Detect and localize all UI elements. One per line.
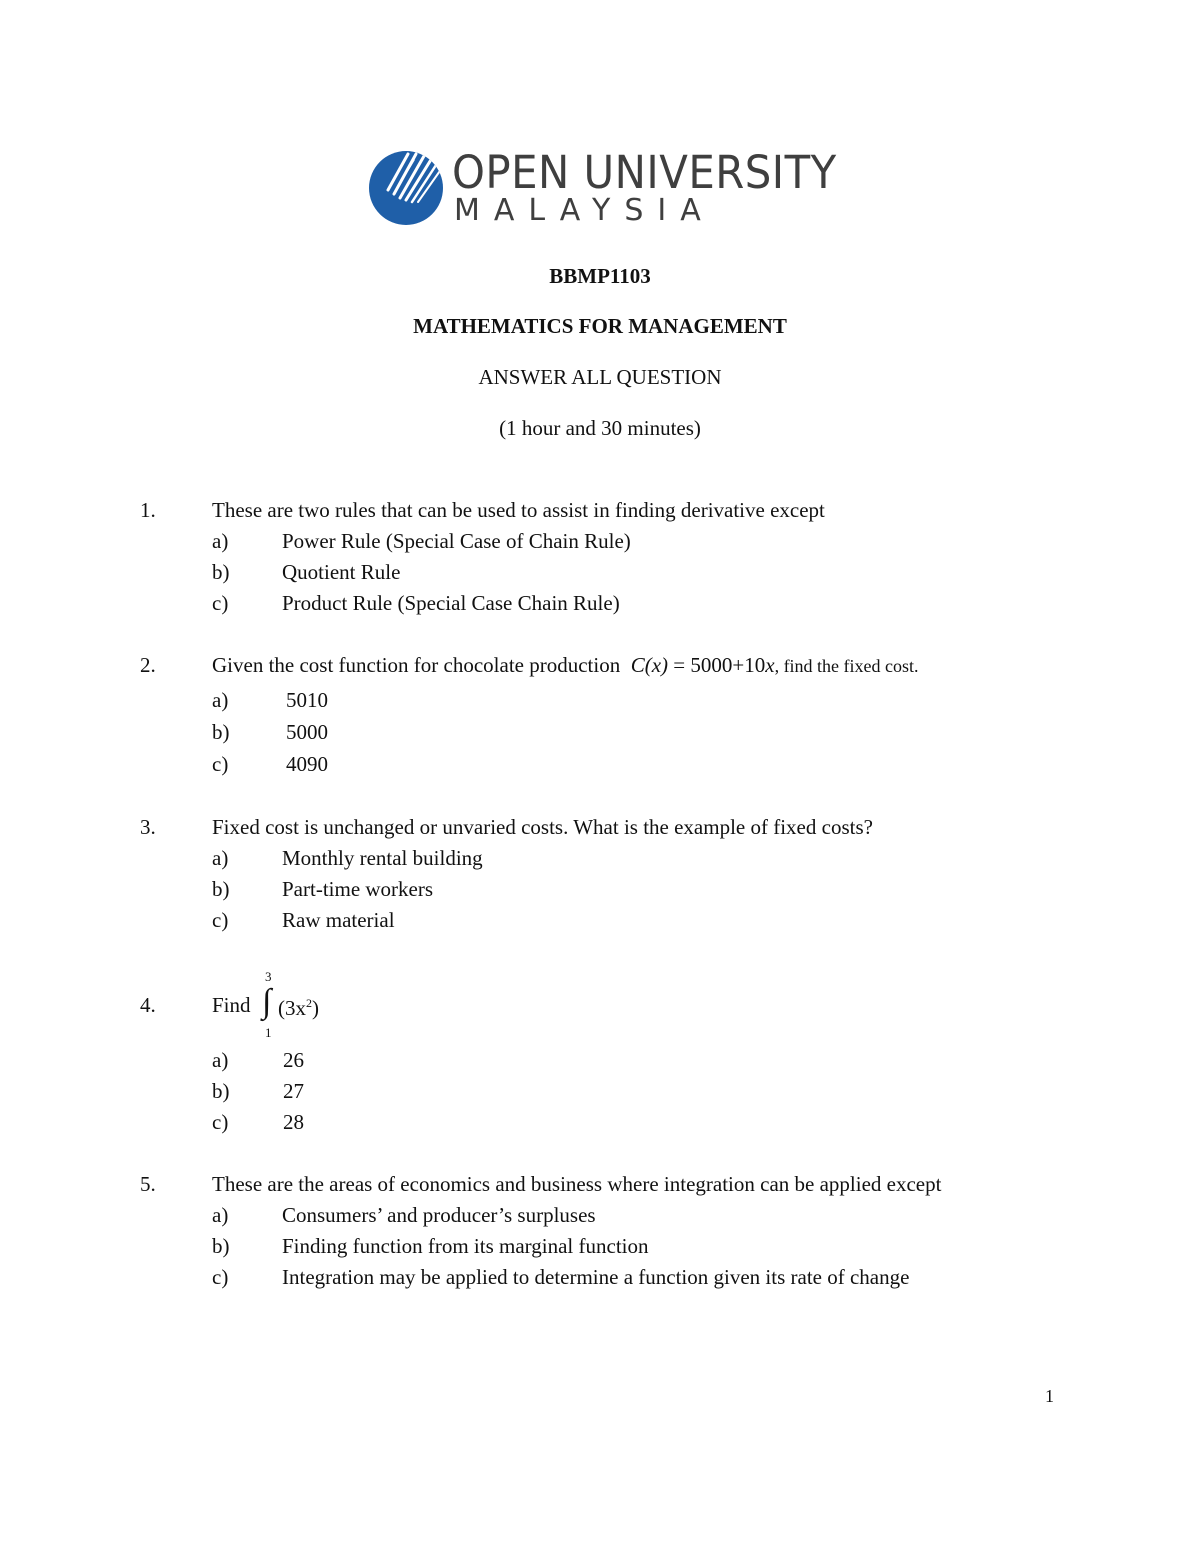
option-letter: b) bbox=[212, 720, 230, 744]
question-text: Fixed cost is unchanged or unvaried costs. What is the example of fixed costs? bbox=[212, 815, 873, 839]
option-text: 27 bbox=[283, 1079, 304, 1103]
page-number: 1 bbox=[1045, 1386, 1054, 1406]
question-text: These are the areas of economics and business where integration can be applied except bbox=[212, 1172, 942, 1196]
option-letter: b) bbox=[212, 1234, 230, 1258]
option-letter: a) bbox=[212, 688, 229, 712]
option-letter: b) bbox=[212, 877, 230, 901]
duration: (1 hour and 30 minutes) bbox=[499, 416, 701, 440]
option-text: 5010 bbox=[286, 688, 328, 712]
integrand-exponent: 2 bbox=[306, 996, 312, 1010]
option-text: 28 bbox=[283, 1110, 304, 1134]
question-number: 1. bbox=[140, 498, 156, 522]
option-text: Raw material bbox=[282, 908, 395, 932]
course-title: MATHEMATICS FOR MANAGEMENT bbox=[413, 314, 787, 338]
option-letter: c) bbox=[212, 1110, 229, 1134]
integrand-close: ) bbox=[312, 996, 319, 1020]
integral-sign: ∫ bbox=[262, 983, 272, 1020]
option-text: Part-time workers bbox=[282, 877, 434, 901]
integral-lower-limit: 1 bbox=[265, 1025, 272, 1040]
option-letter: a) bbox=[212, 1048, 229, 1072]
option-text: Product Rule (Special Case Chain Rule) bbox=[282, 591, 620, 615]
question-text: These are two rules that can be used to assist in finding derivative except bbox=[212, 498, 825, 522]
option-text: Monthly rental building bbox=[282, 846, 483, 870]
option-text: Power Rule (Special Case of Chain Rule) bbox=[282, 529, 631, 553]
option-text: 4090 bbox=[286, 752, 328, 776]
question-text-tail: , find the fixed cost. bbox=[774, 656, 919, 676]
option-letter: a) bbox=[212, 529, 229, 553]
option-text: Quotient Rule bbox=[282, 560, 401, 584]
option-text: Integration may be applied to determine a function given its rate of change bbox=[282, 1265, 910, 1289]
option-letter: a) bbox=[212, 1203, 229, 1227]
option-text: 5000 bbox=[286, 720, 328, 744]
option-text: Finding function from its marginal function bbox=[282, 1234, 649, 1258]
option-text: Consumers’ and producer’s surpluses bbox=[282, 1203, 596, 1227]
option-letter: b) bbox=[212, 1079, 230, 1103]
option-text: 26 bbox=[283, 1048, 304, 1072]
formula-variable: x bbox=[765, 653, 775, 677]
option-letter: a) bbox=[212, 846, 229, 870]
option-letter: c) bbox=[212, 1265, 229, 1289]
integrand-base: (3x bbox=[278, 996, 306, 1020]
logo-text-malaysia: MALAYSIA bbox=[454, 193, 715, 228]
university-logo bbox=[368, 146, 838, 230]
option-letter: c) bbox=[212, 591, 229, 615]
option-letter: b) bbox=[212, 560, 230, 584]
question-text: Given the cost function for chocolate production bbox=[212, 653, 621, 677]
question-number: 3. bbox=[140, 815, 156, 839]
definite-integral bbox=[258, 970, 338, 1040]
option-letter: c) bbox=[212, 752, 229, 776]
logo-text-open-university: OPEN UNIVERSITY bbox=[452, 146, 837, 199]
integral-upper-limit: 3 bbox=[265, 969, 272, 984]
integrand bbox=[278, 990, 319, 1021]
question-text-line bbox=[212, 652, 919, 679]
question-number: 4. bbox=[140, 993, 156, 1017]
question-number: 2. bbox=[140, 653, 156, 677]
course-code: BBMP1103 bbox=[549, 264, 651, 288]
oum-globe-logo-icon bbox=[368, 150, 444, 226]
formula-rhs: = 5000+10 bbox=[673, 653, 766, 677]
instruction: ANSWER ALL QUESTION bbox=[478, 365, 722, 389]
option-letter: c) bbox=[212, 908, 229, 932]
question-text: Find bbox=[212, 993, 251, 1017]
formula-lhs: C(x) bbox=[630, 653, 669, 677]
question-number: 5. bbox=[140, 1172, 156, 1196]
